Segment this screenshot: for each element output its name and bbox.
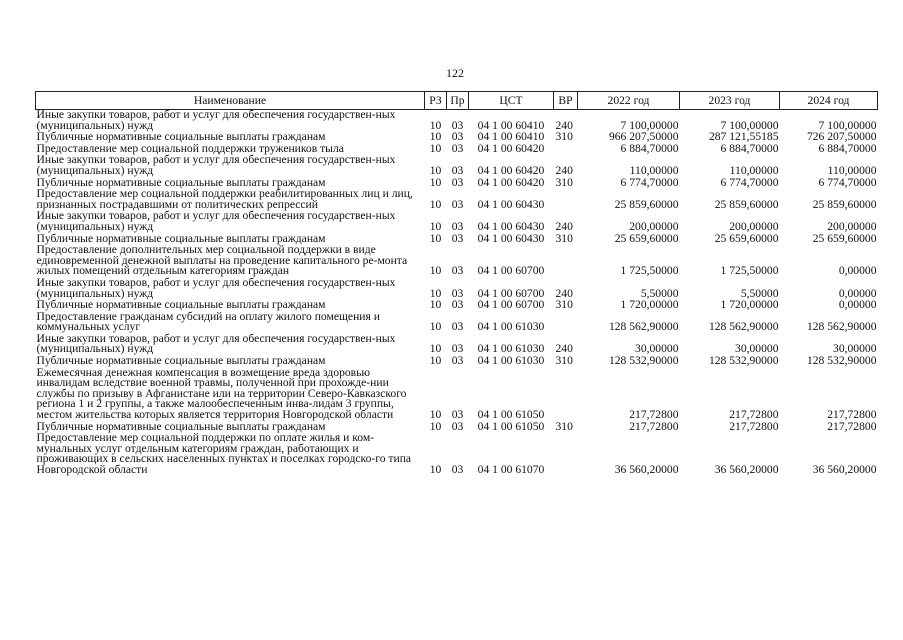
cell-2024: 25 859,60000	[812, 197, 877, 211]
cell-vr	[554, 189, 578, 211]
cell-name: Предоставление мер социальной поддержки тружеников тыла	[36, 141, 344, 155]
cell-2023: 30,00000	[735, 342, 779, 356]
cell-name: Предоставление мер социальной поддержки реабилитированных лиц и лиц, признанных пострадавшими от политических репрессий	[36, 187, 413, 211]
cell-pr: 03	[451, 320, 464, 334]
cell-2024: 200,00000	[827, 219, 877, 233]
cell-vr: 310	[555, 354, 573, 368]
cell-2022: 966 207,50000	[608, 130, 679, 144]
cell-2022: 5,50000	[640, 286, 679, 300]
cell-2024: 0,00000	[838, 298, 877, 312]
table-row	[36, 334, 878, 356]
cell-name: Иные закупки товаров, работ и услуг для обеспечения государствен-ных (муниципальных) нужд	[36, 108, 396, 132]
cell-2022: 1 725,50000	[620, 264, 679, 278]
cell-name: Иные закупки товаров, работ и услуг для обеспечения государствен-ных (муниципальных) нужд	[36, 331, 396, 356]
cell-cst: 04 1 00 60420	[477, 163, 545, 177]
cell-vr	[554, 312, 578, 334]
cell-2023: 128 562,90000	[708, 320, 779, 334]
cell-2024: 6 774,70000	[818, 175, 877, 189]
cell-rz: 10	[429, 286, 442, 300]
cell-cst: 04 1 00 60430	[477, 219, 545, 233]
cell-rz: 10	[429, 298, 442, 312]
cell-name: Ежемесячная денежная компенсация в возмещение вреда здоровью инвалидам вследствие военной травмы, полученной при прохожде-нии службы по призыву в Афганистане или на территории Северо-Кавказского региона 1 и 2 группы, а также малообеспеченным инва-лидам 3 группы, местом жительства которых является территория Новгородской области	[36, 365, 407, 422]
cell-2023: 6 884,70000	[720, 141, 779, 155]
cell-2022: 128 562,90000	[608, 320, 679, 334]
cell-name: Предоставление мер социальной поддержки по оплате жилья и ком-мунальных услуг отдельным категориям граждан, работающих и проживающих в сельских населенных пунктах и поселках городско-го типа Новгородской области	[36, 431, 412, 476]
cell-2024: 217,72800	[827, 419, 877, 433]
cell-rz: 10	[429, 130, 442, 144]
table-row	[36, 110, 878, 133]
cell-cst: 04 1 00 60430	[477, 231, 545, 245]
cell-rz: 10	[429, 175, 442, 189]
cell-name: Публичные нормативные социальные выплаты гражданам	[36, 298, 326, 312]
cell-cst: 04 1 00 60430	[477, 197, 545, 211]
cell-cst: 04 1 00 60420	[477, 175, 545, 189]
cell-rz: 10	[429, 219, 442, 233]
cell-pr: 03	[451, 197, 464, 211]
cell-cst: 04 1 00 61050	[477, 408, 545, 422]
cell-vr: 240	[555, 342, 573, 356]
cell-vr: 240	[555, 118, 573, 132]
col-header-cst: ЦСТ	[469, 92, 554, 110]
cell-cst: 04 1 00 60700	[477, 298, 545, 312]
cell-rz: 10	[429, 419, 442, 433]
cell-2023: 287 121,55185	[708, 130, 779, 144]
cell-2022: 6 774,70000	[620, 175, 679, 189]
cell-2023: 217,72800	[729, 419, 779, 433]
table-row	[36, 211, 878, 233]
cell-rz: 10	[429, 231, 442, 245]
cell-pr: 03	[451, 163, 464, 177]
cell-2022: 128 532,90000	[608, 354, 679, 368]
cell-vr: 310	[555, 419, 573, 433]
cell-rz: 10	[429, 320, 442, 334]
cell-cst: 04 1 00 60410	[477, 118, 545, 132]
cell-vr: 310	[555, 130, 573, 144]
cell-2022: 30,00000	[635, 342, 679, 356]
table-row	[36, 155, 878, 177]
col-header-name: Наименование	[36, 92, 425, 110]
cell-name: Публичные нормативные социальные выплаты гражданам	[36, 175, 326, 189]
cell-cst: 04 1 00 61070	[477, 463, 545, 476]
table-row	[36, 312, 878, 334]
cell-2024: 0,00000	[838, 264, 877, 278]
table-row	[36, 433, 878, 476]
budget-table	[35, 91, 878, 477]
cell-2024: 0,00000	[838, 286, 877, 300]
col-header-2024: 2024 год	[780, 92, 878, 110]
cell-name: Предоставление дополнительных мер социальной поддержки в виде единовременной денежной выплаты на проведение капитального ре-монта жилых помещений отдельным категориям граждан	[36, 243, 408, 278]
cell-cst: 04 1 00 61030	[477, 342, 545, 356]
cell-rz: 10	[429, 141, 442, 155]
cell-2024: 217,72800	[827, 408, 877, 422]
cell-name: Публичные нормативные социальные выплаты гражданам	[36, 130, 326, 144]
cell-rz: 10	[429, 463, 442, 476]
col-header-2023: 2023 год	[680, 92, 780, 110]
cell-rz: 10	[429, 354, 442, 368]
cell-rz: 10	[429, 197, 442, 211]
cell-2024: 25 659,60000	[812, 231, 877, 245]
cell-name: Публичные нормативные социальные выплаты гражданам	[36, 354, 326, 368]
cell-2024: 30,00000	[833, 342, 877, 356]
col-header-2022: 2022 год	[578, 92, 680, 110]
cell-pr: 03	[451, 118, 464, 132]
cell-2024: 726 207,50000	[806, 130, 877, 144]
cell-name: Предоставление гражданам субсидий на оплату жилого помещения и коммунальных услуг	[36, 309, 380, 334]
cell-2022: 200,00000	[629, 219, 679, 233]
cell-2023: 7 100,00000	[720, 118, 779, 132]
cell-2023: 25 659,60000	[714, 231, 779, 245]
cell-cst: 04 1 00 60420	[477, 141, 545, 155]
cell-cst: 04 1 00 60700	[477, 286, 545, 300]
cell-2022: 6 884,70000	[620, 141, 679, 155]
cell-rz: 10	[429, 118, 442, 132]
cell-2024: 110,00000	[827, 163, 877, 177]
cell-vr: 310	[555, 231, 573, 245]
cell-2023: 1 720,00000	[720, 298, 779, 312]
cell-2023: 200,00000	[729, 219, 779, 233]
cell-vr	[554, 368, 578, 422]
cell-vr: 240	[555, 163, 573, 177]
cell-2024: 36 560,20000	[812, 463, 877, 476]
cell-pr: 03	[451, 342, 464, 356]
cell-name: Публичные нормативные социальные выплаты гражданам	[36, 419, 326, 433]
cell-pr: 03	[451, 408, 464, 422]
cell-pr: 03	[451, 219, 464, 233]
table-body	[36, 110, 878, 477]
table-row	[36, 368, 878, 422]
cell-2023: 1 725,50000	[720, 264, 779, 278]
cell-2024: 7 100,00000	[818, 118, 877, 132]
cell-vr	[554, 144, 578, 156]
cell-name: Публичные нормативные социальные выплаты гражданам	[36, 231, 326, 245]
cell-2024: 6 884,70000	[818, 141, 877, 155]
cell-pr: 03	[451, 286, 464, 300]
cell-name: Иные закупки товаров, работ и услуг для обеспечения государствен-ных (муниципальных) нужд	[36, 153, 396, 177]
cell-2023: 128 532,90000	[708, 354, 779, 368]
cell-vr	[554, 245, 578, 278]
table-row	[36, 278, 878, 300]
cell-2024: 128 562,90000	[806, 320, 877, 334]
cell-cst: 04 1 00 61030	[477, 320, 545, 334]
cell-pr: 03	[451, 298, 464, 312]
col-header-rz: РЗ	[425, 92, 447, 110]
cell-pr: 03	[451, 463, 464, 476]
cell-2022: 7 100,00000	[620, 118, 679, 132]
cell-2022: 110,00000	[629, 163, 679, 177]
cell-pr: 03	[451, 175, 464, 189]
cell-2023: 25 859,60000	[714, 197, 779, 211]
cell-name: Иные закупки товаров, работ и услуг для обеспечения государствен-ных (муниципальных) нужд	[36, 275, 396, 300]
cell-pr: 03	[451, 231, 464, 245]
cell-vr	[554, 433, 578, 476]
cell-2022: 1 720,00000	[620, 298, 679, 312]
col-header-vr: ВР	[554, 92, 578, 110]
cell-2023: 6 774,70000	[720, 175, 779, 189]
cell-2022: 25 859,60000	[614, 197, 679, 211]
cell-vr: 240	[555, 286, 573, 300]
page-number: 122	[446, 66, 464, 80]
cell-2022: 36 560,20000	[614, 463, 679, 476]
cell-pr: 03	[451, 264, 464, 278]
cell-cst: 04 1 00 61030	[477, 354, 545, 368]
cell-rz: 10	[429, 163, 442, 177]
cell-cst: 04 1 00 60700	[477, 264, 545, 278]
cell-pr: 03	[451, 141, 464, 155]
cell-pr: 03	[451, 354, 464, 368]
cell-2023: 110,00000	[729, 163, 779, 177]
cell-2022: 25 659,60000	[614, 231, 679, 245]
cell-vr: 310	[555, 298, 573, 312]
cell-2024: 128 532,90000	[806, 354, 877, 368]
cell-vr: 240	[555, 219, 573, 233]
cell-2022: 217,72800	[629, 408, 679, 422]
cell-vr: 310	[555, 175, 573, 189]
cell-pr: 03	[451, 419, 464, 433]
cell-2022: 217,72800	[629, 419, 679, 433]
table-header-row	[36, 92, 878, 110]
table-row	[36, 245, 878, 278]
cell-name: Иные закупки товаров, работ и услуг для обеспечения государствен-ных (муниципальных) нужд	[36, 209, 396, 233]
cell-2023: 36 560,20000	[714, 463, 779, 476]
cell-rz: 10	[429, 408, 442, 422]
cell-rz: 10	[429, 342, 442, 356]
cell-cst: 04 1 00 61050	[477, 419, 545, 433]
table-row	[36, 189, 878, 211]
cell-cst: 04 1 00 60410	[477, 130, 545, 144]
cell-2023: 217,72800	[729, 408, 779, 422]
cell-rz: 10	[429, 264, 442, 278]
cell-2023: 5,50000	[740, 286, 779, 300]
cell-pr: 03	[451, 130, 464, 144]
col-header-pr: Пр	[447, 92, 469, 110]
